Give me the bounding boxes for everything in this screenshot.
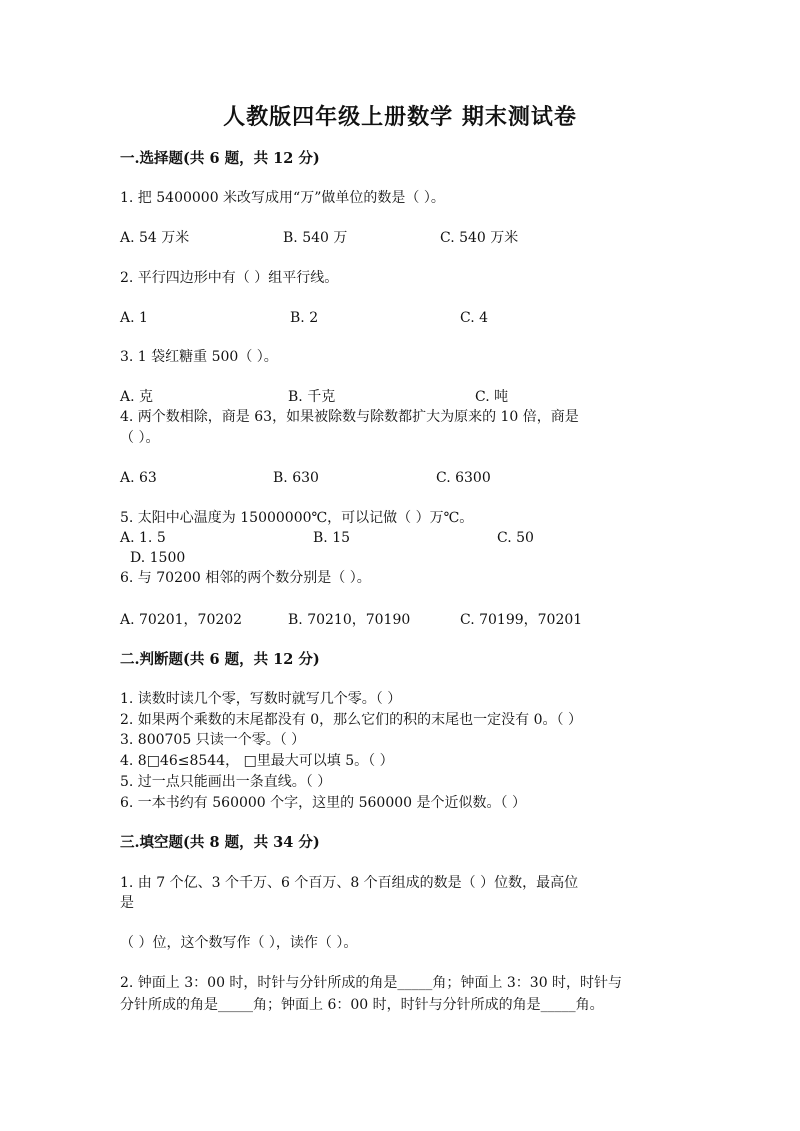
question-text: 6. 一本书约有 560000 个字，这里的 560000 是个近似数。（ ） bbox=[120, 795, 526, 811]
option: D. 1500 bbox=[130, 550, 186, 566]
question-text-cont: 分针所成的角是_____角；钟面上 6：00 时，时针与分针所成的角是_____角。 bbox=[120, 997, 604, 1013]
question-text: 2. 钟面上 3：00 时，时针与分针所成的角是_____角；钟面上 3：30 时，时针与 bbox=[120, 975, 623, 991]
option: B. 540 万 bbox=[283, 230, 348, 246]
section-heading-choice: 一.选择题(共 6 题，共 12 分) bbox=[120, 150, 320, 167]
question-text: 1. 读数时读几个零，写数时就写几个零。（ ） bbox=[120, 691, 402, 707]
option: A. 1 bbox=[120, 310, 148, 326]
question-text: 6. 与 70200 相邻的两个数分别是（ ）。 bbox=[120, 570, 371, 586]
section-heading-fill: 三.填空题(共 8 题，共 34 分) bbox=[120, 834, 320, 851]
option: B. 630 bbox=[273, 470, 319, 486]
section-heading-judge: 二.判断题(共 6 题，共 12 分) bbox=[120, 651, 320, 668]
question-text: 4. 两个数相除，商是 63，如果被除数与除数都扩大为原来的 10 倍，商是 bbox=[120, 409, 579, 425]
question-text: 1. 把 5400000 米改写成用“万”做单位的数是（ ）。 bbox=[120, 190, 445, 206]
question-text: 1. 由 7 个亿、3 个千万、6 个百万、8 个百组成的数是（ ）位数，最高位 bbox=[120, 875, 579, 891]
question-text: 5. 过一点只能画出一条直线。（ ） bbox=[120, 774, 332, 790]
question-text: 3. 800705 只读一个零。（ ） bbox=[120, 732, 306, 748]
option: B. 70210，70190 bbox=[288, 612, 411, 628]
question-text-cont: 是 bbox=[120, 895, 134, 911]
option: A. 1. 5 bbox=[120, 530, 166, 546]
option: C. 540 万米 bbox=[440, 230, 519, 246]
question-text: 4. 8□46≤8544， □里最大可以填 5。（ ） bbox=[120, 753, 394, 769]
option: B. 千克 bbox=[288, 389, 336, 405]
option: C. 70199，70201 bbox=[460, 612, 583, 628]
question-text: 2. 如果两个乘数的末尾都没有 0，那么它们的积的末尾也一定没有 0。（ ） bbox=[120, 712, 582, 728]
option: B. 15 bbox=[313, 530, 351, 546]
question-text-cont: （ ）。 bbox=[120, 430, 160, 446]
option: A. 54 万米 bbox=[120, 230, 190, 246]
option: A. 63 bbox=[120, 470, 157, 486]
option: C. 6300 bbox=[436, 470, 491, 486]
question-text-cont: （ ）位，这个数写作（ ），读作（ ）。 bbox=[120, 935, 358, 951]
question-text: 2. 平行四边形中有（ ）组平行线。 bbox=[120, 270, 339, 286]
option: A. 克 bbox=[120, 389, 154, 405]
option: B. 2 bbox=[290, 310, 319, 326]
option: C. 4 bbox=[460, 310, 489, 326]
page-title: 人教版四年级上册数学 期末测试卷 bbox=[223, 104, 577, 130]
question-text: 3. 1 袋红糖重 500（ ）。 bbox=[120, 349, 278, 365]
question-text: 5. 太阳中心温度为 15000000℃，可以记做（ ）万℃。 bbox=[120, 510, 474, 526]
option: A. 70201，70202 bbox=[120, 612, 243, 628]
option: C. 吨 bbox=[475, 389, 509, 405]
option: C. 50 bbox=[497, 530, 534, 546]
